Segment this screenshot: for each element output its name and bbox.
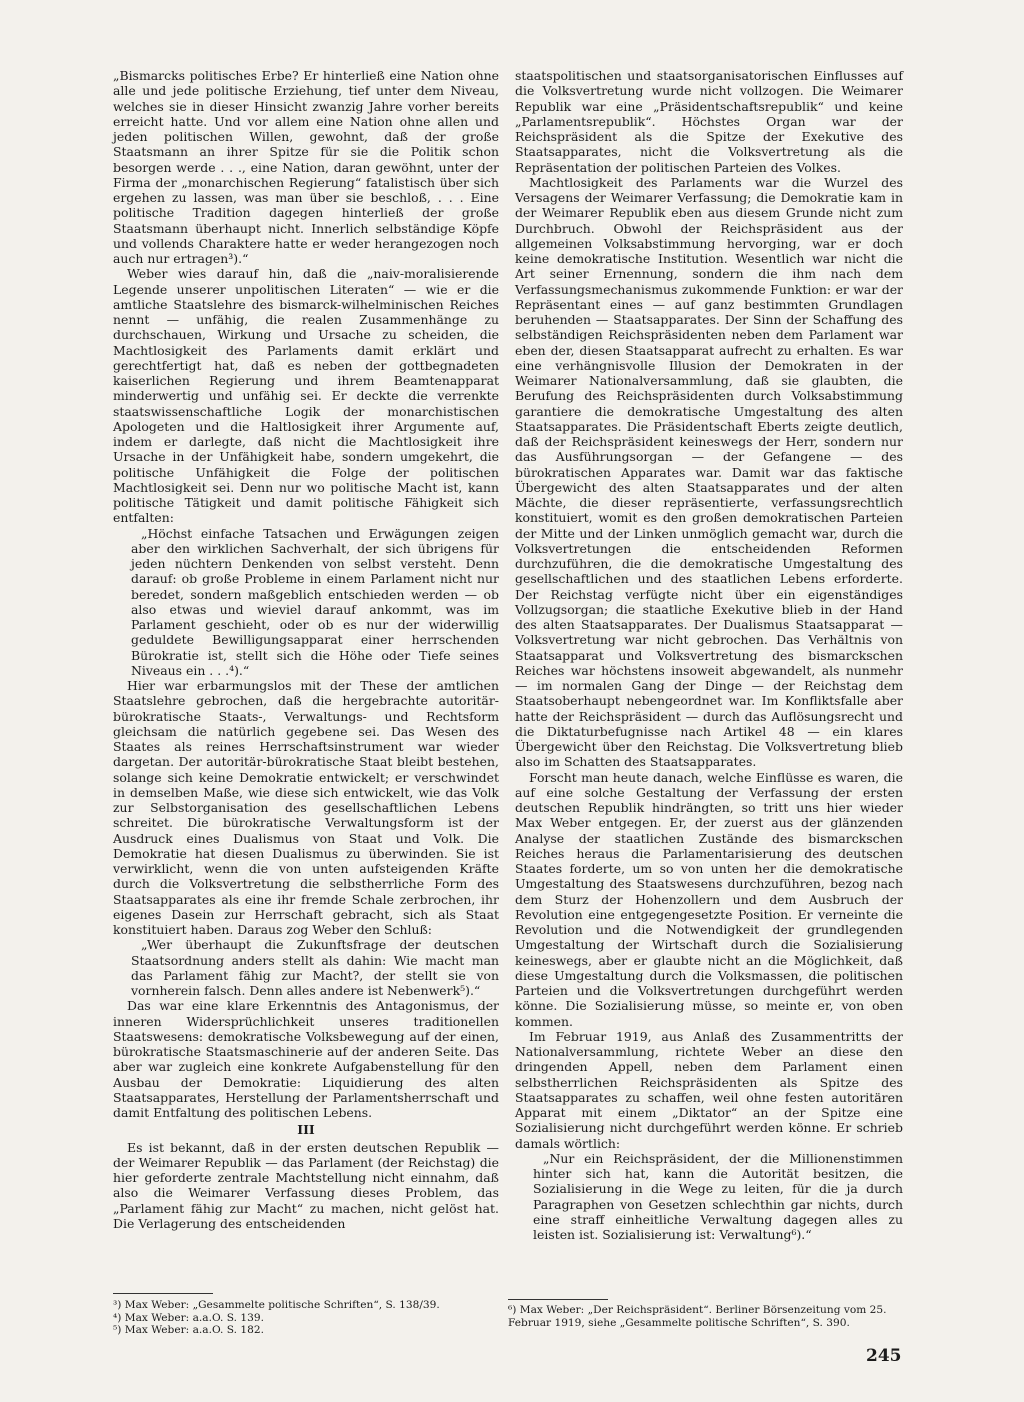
footnote: ⁴) Max Weber: a.a.O. S. 139. bbox=[113, 1311, 264, 1324]
paragraph: staatspolitischen und staatsorganisatorischen Einflusses auf die Volksvertretung wurde nicht vollzogen. Die Weimarer Republik war eine „Präsidentschaftsrepublik“ und keine „Parlamentsrepublik“. Höchstes Organ war der Reichspräsident als die Spitze der Exekutive des Staatsapparates, nicht die Volksvertretung als die Repräsentation der politischen Parteien des Volkes. bbox=[515, 68, 903, 175]
left-footnotes bbox=[113, 1299, 499, 1337]
footnote: ⁶) Max Weber: „Der Reichspräsident“. Berliner Börsenzeitung vom 25. Februar 1919, siehe „Gesammelte politische Schriften“, S. 390. bbox=[508, 1304, 887, 1329]
paragraph: Es ist bekannt, daß in der ersten deutschen Republik — der Weimarer Republik — das Parlament (der Reichstag) die hier geforderte zentrale Machtstellung nicht einnahm, daß also die Weimarer Verfassung dieses Problem, das „Parlament fähig zur Macht“ zu machen, nicht gelöst hat. Die Verlagerung des entscheidenden bbox=[113, 1139, 499, 1231]
footnote-divider bbox=[113, 1293, 213, 1294]
footnote-divider bbox=[508, 1299, 608, 1300]
paragraph: Forscht man heute danach, welche Einflüsse es waren, die auf eine solche Gestaltung der Verfassung der ersten deutschen Republik hindrängten, so tritt uns hier wieder Max Weber entgegen. Er, der zuerst aus der glänzenden Analyse der staatlichen Zustände des bismarckschen Reiches heraus die Parlamentarisierung des deutschen Staates forderte, um so von unten her die demokratische Umgestaltung des Staatswesens durchzuführen, bezog nach dem Sturz der Hohenzollern und dem Ausbruch der Revolution eine entgegengesetzte Position. Er verneinte die Revolution und die Notwendigkeit der grundlegenden Umgestaltung der Wirtschaft durch die Sozialisierung keineswegs, aber er glaubte nicht an die Möglichkeit, daß diese Umgestaltung durch die Volksmassen, die politischen Parteien und die Volksvertretungen durchgeführt werden könne. Die Sozialisierung müsse, so meinte er, von oben kommen. bbox=[515, 769, 903, 1029]
quote-block: „Wer überhaupt die Zukunftsfrage der deutschen Staatsordnung anders stellt als dahin: Wie macht man das Parlament fähig zur Macht?, der stellt sie von vornherein falsch. Denn alles andere ist Nebenwerk⁵).“ bbox=[131, 937, 499, 998]
paragraph: Machtlosigkeit des Parlaments war die Wurzel des Versagens der Weimarer Verfassung; die Demokratie kam in der Weimarer Republik eben aus diesem Grunde nicht zum Durchbruch. Obwohl der Reichspräsident aus der allgemeinen Volksabstimmung hervorging, war er doch keine demokratische Institution. Wesentlich war nicht die Art seiner Ernennung, sondern die ihm nach dem Verfassungsmechanismus zukommende Funktion: er war der Repräsentant eines — auf ganz bestimmten Grundlagen beruhenden — Staatsapparates. Der Sinn der Schaffung des selbständigen Reichspräsidenten neben dem Parlament war eben der, diesen Staatsapparat aufrecht zu erhalten. Es war eine verhängnisvolle Illusion der Demokraten in der Weimarer Nationalversammlung, daß sie glaubten, die Berufung des Reichspräsidenten durch Volksabstimmung garantiere die demokratische Umgestaltung des alten Staatsapparates. Die Präsidentschaft Eberts zeigte deutlich, daß der Reichspräsident keineswegs der Herr, sondern nur das Ausführungsorgan — der Gefangene — des bürokratischen Apparates war. Damit war das faktische Übergewicht des alten Staatsapparates und der alten Mächte, die dieser repräsentierte, verfassungsrechtlich konstituiert, womit es den großen demokratischen Parteien der Mitte und der Linken unmöglich gemacht war, durch die Volksvertretungen die entscheidenden Reformen durchzuführen, die die demokratische Umgestaltung des gesellschaftlichen und des staatlichen Lebens erforderte. Der Reichstag verfügte nicht über ein eigenständiges Vollzugsorgan; die staatliche Exekutive blieb in der Hand des alten Staatsapparates. Der Dualismus Staatsapparat — Volksvertretung war nicht gebrochen. Das Verhältnis von Staatsapparat und Volksvertretung des bismarckschen Reiches war höchstens insoweit abgewandelt, als nunmehr — im normalen Gang der Dinge — der Reichstag dem Staatsoberhaupt nebengeordnet war. Im Konfliktsfalle aber hatte der Reichspräsident — durch das Auflösungsrecht und die Diktaturbefugnisse nach Artikel 48 — ein klares Übergewicht über den Reichstag. Die Volksvertretung blieb also im Schatten des Staatsapparates. bbox=[515, 174, 903, 770]
page-bottom-margin bbox=[0, 1380, 1024, 1402]
paragraph: Hier war erbarmungslos mit der These der amtlichen Staatslehre gebrochen, daß die hergebrachte autoritär-bürokratische Staats-, Verwaltungs- und Rechtsform gleichsam die natürlich gegebene sei. Das Wesen des Staates als reines Herrschaftsinstrument war wieder dargetan. Der autoritär-bürokratische Staat bleibt bestehen, solange sich keine Demokratie entwickelt; er verschwindet in demselben Maße, wie diese sich entwickelt, wie das Volk zur Selbstorganisation des gesellschaftlichen Lebens schreitet. Die bürokratische Verwaltungsform ist der Ausdruck eines Dualismus von Staat und Volk. Die Demokratie hat diesen Dualismus zu überwinden. Sie ist verwirklicht, wenn die von unten aufsteigenden Kräfte durch die Volksvertretung die selbstherrliche Form des Staatsapparates als eine ihr fremde Schale zerbrochen, ihr eigenes Dasein zur Herrschaft gebracht, sich als Staat konstituiert haben. Daraus zog Weber den Schluß: bbox=[113, 678, 499, 937]
paragraph: Das war eine klare Erkenntnis des Antagonismus, der inneren Widersprüchlichkeit unseres traditionellen Staatswesens: demokratische Volksbewegung auf der einen, bürokratische Staatsmaschinerie auf der anderen Seite. Das aber war zugleich eine konkrete Aufgabenstellung für den Ausbau der Demokratie: Liquidierung des alten Staatsapparates, Herstellung der Parlamentsherrschaft und damit Entfaltung des politischen Lebens. bbox=[113, 998, 499, 1120]
left-text-column bbox=[113, 68, 499, 1231]
right-footnotes bbox=[508, 1304, 908, 1329]
footnote: ⁵) Max Weber: a.a.O. S. 182. bbox=[113, 1324, 264, 1337]
section-heading: III bbox=[297, 1122, 315, 1138]
paragraph: Weber wies darauf hin, daß die „naiv-moralisierende Legende unserer unpolitischen Literaten“ — wie er die amtliche Staatslehre des bismarck-wilhelminischen Reiches nennt — unfähig, die realen Zusammenhänge zu durchschauen, Wirkung und Ursache zu scheiden, die Machtlosigkeit des Parlaments damit erklärt und gerechtfertigt hat, daß es neben der gottbegnadeten kaiserlichen Regierung und ihrem Beamtenapparat minderwertig und unfähig sei. Er deckte die verrenkte staatswissenschaftliche Logik der monarchistischen Apologeten und die Haltlosigkeit ihrer Argumente auf, indem er darlegte, daß nicht die Machtlosigkeit ihre Ursache in der Unfähigkeit habe, sondern umgekehrt, die politische Unfähigkeit die Folge der politischen Machtlosigkeit sei. Denn nur wo politische Macht ist, kann politische Tätigkeit und damit politische Fähigkeit sich entfalten: bbox=[113, 266, 499, 526]
footnote: ³) Max Weber: „Gesammelte politische Schriften“, S. 138/39. bbox=[113, 1299, 440, 1311]
paragraph: Im Februar 1919, aus Anlaß des Zusammentritts der Nationalversammlung, richtete Weber an diese den dringenden Appell, neben dem Parlament einen selbstherrlichen Reichspräsidenten als Spitze des Staatsapparates zu schaffen, weil ohne festen autoritären Apparat mit einem „Diktator“ an der Spitze eine Sozialisierung nicht durchgeführt werden könne. Er schrieb damals wörtlich: bbox=[515, 1028, 903, 1151]
quote-block: „Höchst einfache Tatsachen und Erwägungen zeigen aber den wirklichen Sachverhalt, der sich übrigens für jeden nüchtern Denkenden von selbst versteht. Denn darauf: ob große Probleme in einem Parlament nicht nur beredet, sondern maßgeblich entschieden werden — ob also etwas und wieviel darauf ankommt, was im Parlament geschieht, oder ob es nur der widerwillig geduldete Bewilligungsapparat einer herrschenden Bürokratie ist, stellt sich die Höhe oder Tiefe seines Niveaus ein . . .⁴).“ bbox=[131, 525, 499, 678]
quote-bismarck: „Bismarcks politisches Erbe? Er hinterließ eine Nation ohne alle und jede politische Erziehung, tief unter dem Niveau, welches sie in dieser Hinsicht zwanzig Jahre vorher bereits erreicht hatte. Und vor allem eine Nation ohne allen und jeden politischen Willen, gewohnt, daß der große Staatsmann an ihrer Spitze für sie die Politik schon besorgen werde . . ., eine Nation, daran gewöhnt, unter der Firma der „monarchischen Regierung“ fatalistisch über sich ergehen zu lassen, was man über sie beschloß, . . . Eine politische Tradition dagegen hinterließ der große Staatsmann überhaupt nicht. Innerlich selbständige Köpfe und vollends Charaktere hatte er weder herangezogen noch auch nur ertragen³).“ bbox=[113, 68, 499, 266]
right-text-column bbox=[515, 68, 903, 1242]
quote-block: „Nur ein Reichspräsident, der die Millionenstimmen hinter sich hat, kann die Autorität besitzen, die Sozialisierung in die Wege zu leiten, für die ja durch Paragraphen von Gesetzen schlechthin gar nichts, durch eine straff einheitliche Verwaltung dagegen alles zu leisten ist. Sozialisierung ist: Verwaltung⁶).“ bbox=[533, 1150, 903, 1242]
page-number: 245 bbox=[866, 1346, 902, 1366]
